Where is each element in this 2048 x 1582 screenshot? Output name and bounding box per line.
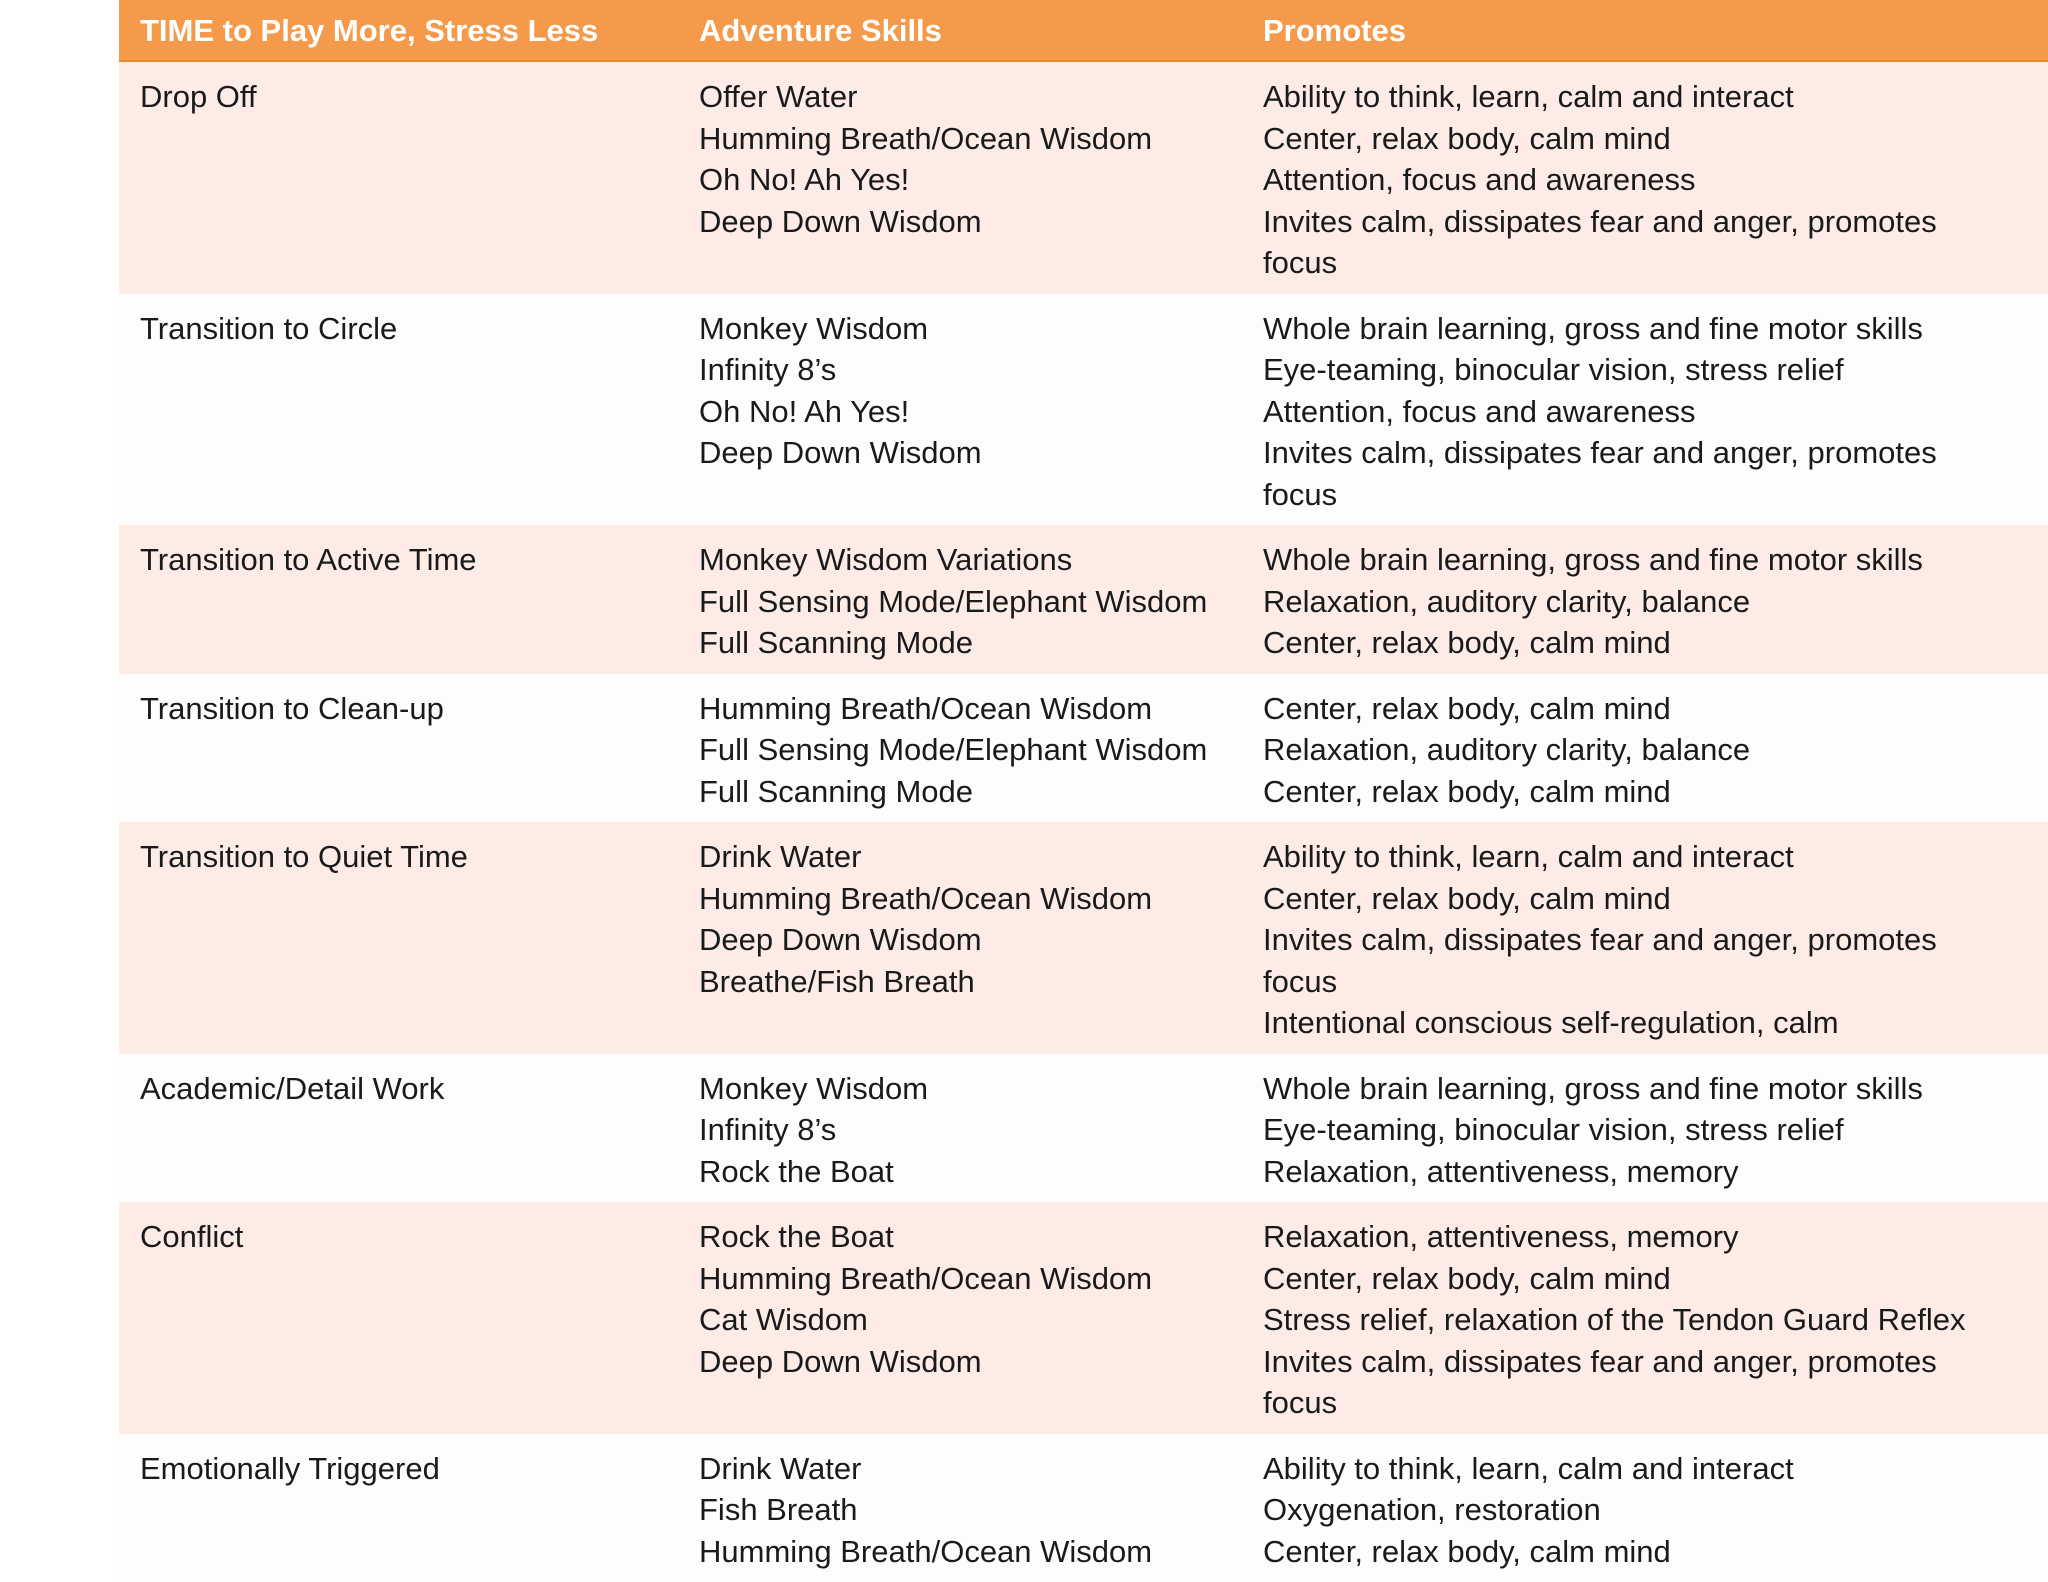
skill-item: Humming Breath/Ocean Wisdom: [699, 688, 1263, 730]
time-label: Transition to Clean-up: [140, 688, 699, 730]
promotes-item: Center, relax body, calm mind: [1263, 118, 2048, 160]
promotes-item: focus: [1263, 1382, 2048, 1424]
skill-item: Infinity 8’s: [699, 349, 1263, 391]
skill-item: Rock the Boat: [699, 1151, 1263, 1193]
time-cell: [119, 1216, 699, 1424]
promotes-item: Invites calm, dissipates fear and anger, promotes: [1263, 201, 2048, 243]
time-label: Transition to Quiet Time: [140, 836, 699, 878]
skills-cell: [699, 836, 1263, 1044]
time-label: Drop Off: [140, 76, 699, 118]
promotes-item: Relaxation, attentiveness, memory: [1263, 1216, 2048, 1258]
time-cell: [119, 836, 699, 1044]
skill-item: Infinity 8’s: [699, 1109, 1263, 1151]
promotes-item: Ability to think, learn, calm and interact: [1263, 836, 2048, 878]
promotes-item: Invites calm, dissipates fear and anger, promotes: [1263, 432, 2048, 474]
table-row: [119, 62, 2048, 294]
promotes-item: focus: [1263, 242, 2048, 284]
table-row: [119, 674, 2048, 823]
table-body: [119, 62, 2048, 1582]
promotes-item: Attention, focus and awareness: [1263, 391, 2048, 433]
promotes-item: Attention, focus and awareness: [1263, 159, 2048, 201]
promotes-item: focus: [1263, 961, 2048, 1003]
promotes-item: Center, relax body, calm mind: [1263, 771, 2048, 813]
skill-item: Monkey Wisdom Variations: [699, 539, 1263, 581]
skill-item: Full Sensing Mode/Elephant Wisdom: [699, 581, 1263, 623]
promotes-item: Relaxation, auditory clarity, balance: [1263, 581, 2048, 623]
table-row: [119, 294, 2048, 526]
header-promotes: Promotes: [1263, 0, 2048, 60]
skill-item: Deep Down Wisdom: [699, 1341, 1263, 1383]
time-cell: [119, 76, 699, 284]
skills-cell: [699, 539, 1263, 664]
skill-item: Full Scanning Mode: [699, 771, 1263, 813]
promotes-cell: [1263, 1068, 2048, 1193]
promotes-cell: [1263, 76, 2048, 284]
time-cell: [119, 539, 699, 664]
skill-item: Drink Water: [699, 836, 1263, 878]
promotes-item: Invites calm, dissipates fear and anger, promotes: [1263, 1341, 2048, 1383]
time-cell: [119, 688, 699, 813]
time-label: Academic/Detail Work: [140, 1068, 699, 1110]
skills-cell: [699, 1068, 1263, 1193]
promotes-item: Relaxation, auditory clarity, balance: [1263, 729, 2048, 771]
header-time: TIME to Play More, Stress Less: [119, 0, 699, 60]
promotes-item: Intentional conscious self-regulation, calm: [1263, 1002, 2048, 1044]
table-row: [119, 822, 2048, 1054]
skill-item: Deep Down Wisdom: [699, 201, 1263, 243]
skill-item: Deep Down Wisdom: [699, 919, 1263, 961]
promotes-item: Center, relax body, calm mind: [1263, 1531, 2048, 1573]
skill-item: Humming Breath/Ocean Wisdom: [699, 878, 1263, 920]
promotes-cell: [1263, 1216, 2048, 1424]
promotes-cell: [1263, 539, 2048, 664]
time-label: Emotionally Triggered: [140, 1448, 699, 1490]
skills-cell: [699, 308, 1263, 516]
promotes-item: Center, relax body, calm mind: [1263, 688, 2048, 730]
promotes-cell: [1263, 836, 2048, 1044]
activity-table: [119, 0, 2048, 1582]
skills-cell: [699, 76, 1263, 284]
header-skills: Adventure Skills: [699, 0, 1263, 60]
table-row: [119, 1054, 2048, 1203]
promotes-item: Whole brain learning, gross and fine motor skills: [1263, 1068, 2048, 1110]
promotes-item: Ability to think, learn, calm and interact: [1263, 1448, 2048, 1490]
skill-item: Offer Water: [699, 76, 1263, 118]
promotes-item: Invites calm, dissipates fear and anger, promotes: [1263, 919, 2048, 961]
table-row: [119, 1202, 2048, 1434]
promotes-item: Center, relax body, calm mind: [1263, 622, 2048, 664]
promotes-cell: [1263, 1448, 2048, 1573]
promotes-item: Relaxation, attentiveness, memory: [1263, 1151, 2048, 1193]
promotes-item: Stress relief, relaxation of the Tendon Guard Reflex: [1263, 1299, 2048, 1341]
skill-item: Cat Wisdom: [699, 1299, 1263, 1341]
promotes-item: Whole brain learning, gross and fine motor skills: [1263, 308, 2048, 350]
skill-item: Humming Breath/Ocean Wisdom: [699, 1258, 1263, 1300]
promotes-item: Eye-teaming, binocular vision, stress relief: [1263, 349, 2048, 391]
skill-item: Rock the Boat: [699, 1216, 1263, 1258]
time-cell: [119, 308, 699, 516]
skills-cell: [699, 688, 1263, 813]
skill-item: Monkey Wisdom: [699, 308, 1263, 350]
skill-item: Breathe/Fish Breath: [699, 961, 1263, 1003]
promotes-item: Whole brain learning, gross and fine motor skills: [1263, 539, 2048, 581]
time-label: Transition to Active Time: [140, 539, 699, 581]
time-label: Transition to Circle: [140, 308, 699, 350]
skill-item: Deep Down Wisdom: [699, 432, 1263, 474]
skill-item: Oh No! Ah Yes!: [699, 159, 1263, 201]
table-row: [119, 525, 2048, 674]
time-cell: [119, 1448, 699, 1573]
table-header: [119, 0, 2048, 62]
skill-item: Oh No! Ah Yes!: [699, 391, 1263, 433]
promotes-item: Ability to think, learn, calm and interact: [1263, 76, 2048, 118]
skills-cell: [699, 1448, 1263, 1573]
promotes-item: Center, relax body, calm mind: [1263, 878, 2048, 920]
time-cell: [119, 1068, 699, 1193]
promotes-cell: [1263, 688, 2048, 813]
promotes-item: Center, relax body, calm mind: [1263, 1258, 2048, 1300]
promotes-item: Oxygenation, restoration: [1263, 1489, 2048, 1531]
skill-item: Drink Water: [699, 1448, 1263, 1490]
skill-item: Humming Breath/Ocean Wisdom: [699, 118, 1263, 160]
table-row: [119, 1434, 2048, 1582]
skills-cell: [699, 1216, 1263, 1424]
promotes-item: focus: [1263, 474, 2048, 516]
skill-item: Fish Breath: [699, 1489, 1263, 1531]
promotes-item: Eye-teaming, binocular vision, stress relief: [1263, 1109, 2048, 1151]
skill-item: Full Sensing Mode/Elephant Wisdom: [699, 729, 1263, 771]
skill-item: Humming Breath/Ocean Wisdom: [699, 1531, 1263, 1573]
time-label: Conflict: [140, 1216, 699, 1258]
skill-item: Monkey Wisdom: [699, 1068, 1263, 1110]
skill-item: Full Scanning Mode: [699, 622, 1263, 664]
promotes-cell: [1263, 308, 2048, 516]
